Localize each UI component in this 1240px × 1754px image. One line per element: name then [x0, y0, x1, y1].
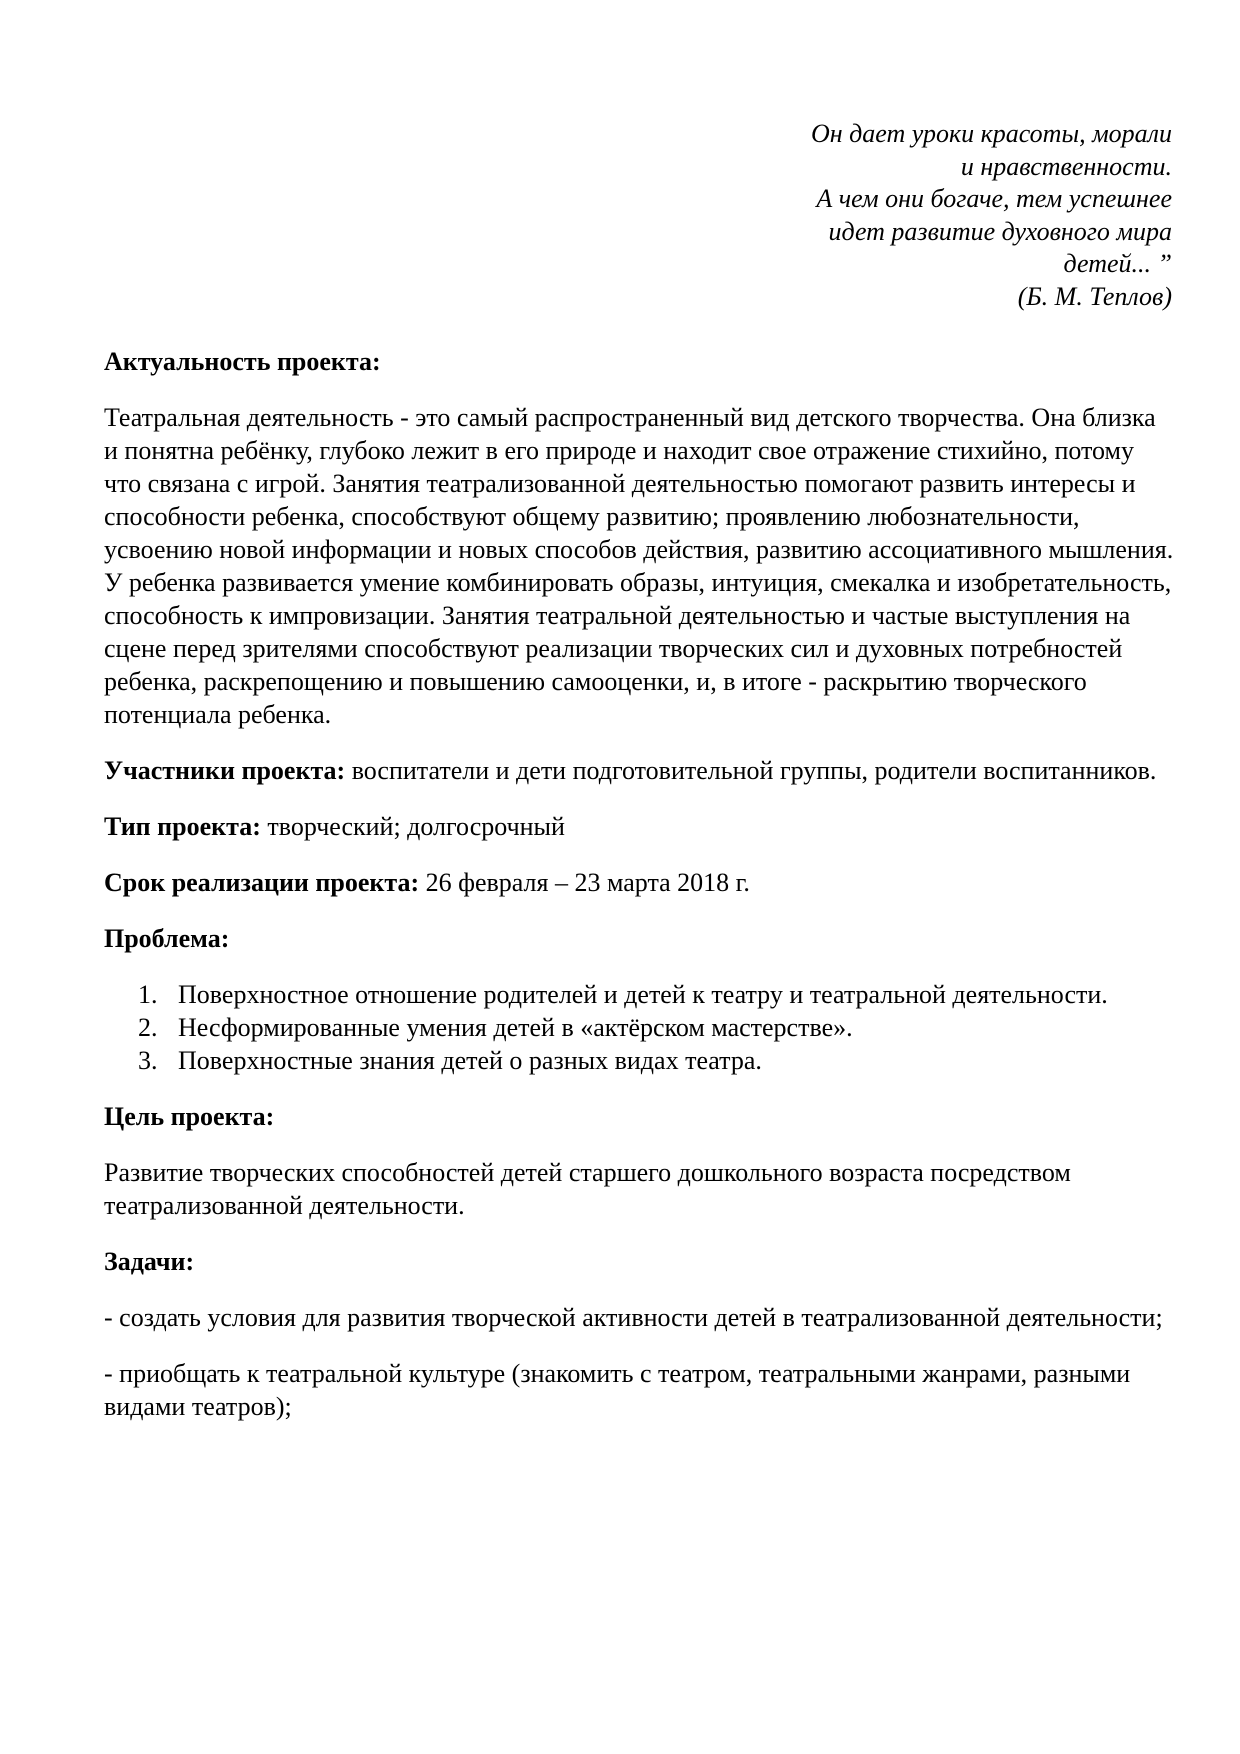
- period-paragraph: [104, 866, 1174, 899]
- list-item-number: 2.: [138, 1013, 158, 1042]
- epigraph-line: и нравственности.: [960, 151, 1172, 181]
- problem-heading: Проблема:: [104, 924, 230, 953]
- list-item-text: Поверхностное отношение родителей и детей к театру и театральной деятельности.: [178, 980, 1108, 1009]
- participants-value: воспитатели и дети подготовительной группы, родители воспитанников.: [345, 756, 1157, 785]
- type-label: Тип проекта:: [104, 812, 261, 841]
- type-paragraph: [104, 810, 1174, 843]
- list-item: [104, 1044, 1174, 1077]
- relevance-heading: Актуальность проекта:: [104, 347, 381, 376]
- type-value: творческий; долгосрочный: [260, 812, 565, 841]
- list-item-text: Несформированные умения детей в «актёрском мастерстве».: [178, 1013, 853, 1042]
- list-item-text: Поверхностные знания детей о разных видах театра.: [178, 1046, 762, 1075]
- list-item: [104, 1011, 1174, 1044]
- list-item: [104, 978, 1174, 1011]
- problem-list: [104, 978, 1174, 1077]
- task-item: - создать условия для развития творческой активности детей в театрализованной деятельности;: [104, 1303, 1163, 1332]
- relevance-text: Театральная деятельность - это самый распространенный вид детского творчества. Она близка и понятна ребёнку, глубоко лежит в его природе и находит свое отражение стихийно, потому что связана с игрой. Занятия театрализованной деятельностью помогают развить интересы и способности ребенка, способствуют общему развитию; проявлению любознательности, усвоению новой информации и новых способов действия, развитию ассоциативного мышления. У ребенка развивается умение комбинировать образы, интуиция, смекалка и изобретательность, способность к импровизации. Занятия театральной деятельностью и частые выступления на сцене перед зрителями способствуют реализации творческих сил и духовных потребностей ребенка, раскрепощению и повышению самооценки, и, в итоге - раскрытию творческого потенциала ребенка.: [104, 403, 1174, 729]
- epigraph-line: идет развитие духовного мира: [828, 216, 1172, 246]
- participants-paragraph: [104, 754, 1174, 787]
- period-value: 26 февраля – 23 марта 2018 г.: [419, 868, 750, 897]
- document-body: [104, 345, 1174, 1423]
- epigraph-author: (Б. М. Теплов): [1017, 281, 1172, 311]
- tasks-heading: Задачи:: [104, 1247, 195, 1276]
- task-item: - приобщать к театральной культуре (знакомить с театром, театральными жанрами, разными видами театров);: [104, 1359, 1131, 1421]
- list-item-number: 3.: [138, 1046, 158, 1075]
- period-label: Срок реализации проекта:: [104, 868, 420, 897]
- goal-heading: Цель проекта:: [104, 1102, 275, 1131]
- goal-text: Развитие творческих способностей детей старшего дошкольного возраста посредством театрализованной деятельности.: [104, 1158, 1071, 1220]
- epigraph: [652, 118, 1172, 313]
- epigraph-line: Он дает уроки красоты, морали: [810, 119, 1172, 148]
- participants-label: Участники проекта:: [104, 756, 346, 785]
- list-item-number: 1.: [138, 980, 158, 1009]
- epigraph-line: детей... ”: [1063, 249, 1172, 278]
- epigraph-line: А чем они богаче, тем успешнее: [816, 184, 1172, 213]
